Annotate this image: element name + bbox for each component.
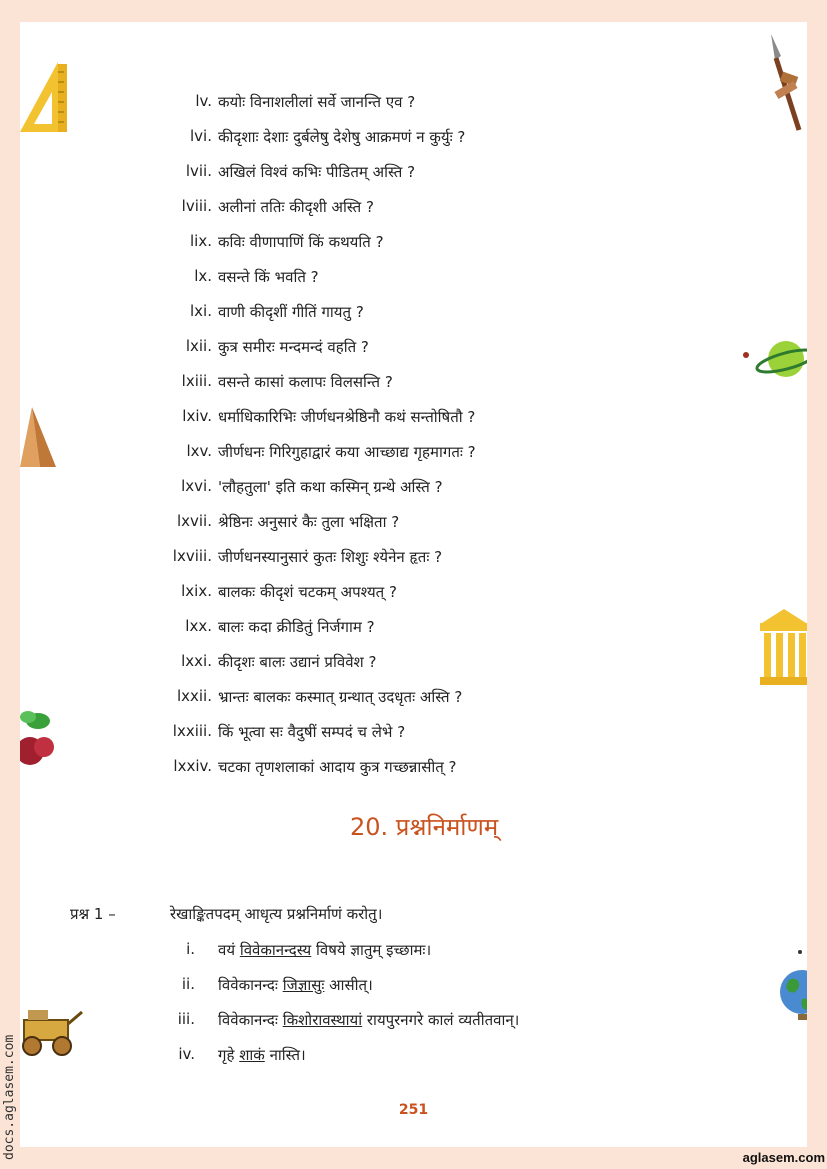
list-item — [20, 512, 807, 542]
list-item — [20, 407, 807, 437]
question-text: भ्रान्तः बालकः कस्मात् ग्रन्थात् उदधृतः अस्ति ? — [218, 688, 463, 706]
question-number: lxii. — [185, 337, 212, 355]
list-item — [20, 197, 807, 227]
question-number: lxviii. — [172, 547, 212, 565]
question-number: lxix. — [181, 582, 212, 600]
item-text-after: आसीत्। — [324, 976, 373, 994]
underlined-word: विवेकानन्दस्य — [239, 941, 312, 959]
list-item — [20, 940, 807, 970]
list-item — [20, 975, 807, 1005]
question-text: किं भूत्वा सः वैदुषीं सम्पदं च लेभे ? — [218, 723, 406, 741]
question-number: lxvi. — [181, 477, 212, 495]
question-number: lxxiii. — [172, 722, 212, 740]
item-text — [218, 940, 431, 960]
underlined-word: शाकं — [239, 1046, 265, 1064]
question-text: कविः वीणापाणिं किं कथयति ? — [218, 233, 384, 251]
question-text: जीर्णधनः गिरिगुहाद्वारं कया आच्छाद्य गृहमागतः ? — [218, 443, 476, 461]
question-text: कीदृशाः देशाः दुर्बलेषु देशेषु आक्रमणं न कुर्युः ? — [218, 128, 466, 146]
item-number: ii. — [181, 975, 195, 993]
item-text-after: विषये ज्ञातुम् इच्छामः। — [311, 941, 432, 959]
item-number: iv. — [178, 1045, 195, 1063]
item-text-after: नास्ति। — [264, 1046, 306, 1064]
question-text: कुत्र समीरः मन्दमन्दं वहति ? — [218, 338, 369, 356]
list-item — [20, 92, 807, 122]
question-number: lxx. — [185, 617, 212, 635]
list-item — [20, 267, 807, 297]
question-text: जीर्णधनस्यानुसारं कुतः शिशुः श्येनेन हृतः ? — [218, 548, 443, 566]
question-number: lv. — [195, 92, 212, 110]
item-text — [218, 1010, 519, 1030]
question-text: चटका तृणशलाकां आदाय कुत्र गच्छन्नासीत् ? — [218, 758, 457, 776]
watermark: docs.aglasem.com — [2, 1034, 17, 1160]
question-text: श्रेष्ठिनः अनुसारं कैः तुला भक्षिता ? — [218, 513, 400, 531]
question-text: अखिलं विश्वं कभिः पीडितम् अस्ति ? — [218, 163, 416, 181]
item-text-before: विवेकानन्दः — [218, 1011, 283, 1029]
list-item — [20, 652, 807, 682]
question-instruction: रेखाङ्कितपदम् आधृत्य प्रश्ननिर्माणं करोतु। — [170, 905, 383, 923]
list-item — [20, 162, 807, 192]
list-item — [20, 442, 807, 472]
list-item — [20, 582, 807, 612]
list-item — [20, 687, 807, 717]
question-number: lxxii. — [176, 687, 212, 705]
list-item — [20, 1045, 807, 1075]
question-number: lxxi. — [181, 652, 212, 670]
item-text — [218, 1045, 306, 1065]
question-number: lx. — [194, 267, 212, 285]
footer-site-link[interactable]: aglasem.com — [742, 1150, 825, 1165]
question-text: वाणी कीदृशीं गीतिं गायतु ? — [218, 303, 364, 321]
question-text: धर्माधिकारिभिः जीर्णधनश्रेष्ठिनौ कथं सन्तोषितौ ? — [218, 408, 476, 426]
list-item — [20, 337, 807, 367]
question-label: प्रश्न 1 – — [70, 905, 116, 923]
item-text-before: वयं — [218, 941, 240, 959]
underlined-word: जिज्ञासुः — [282, 976, 325, 994]
list-item — [20, 617, 807, 647]
question-number: lxvii. — [176, 512, 212, 530]
question-text: वसन्ते किं भवति ? — [218, 268, 319, 286]
page-number: 251 — [398, 1102, 429, 1118]
list-item — [20, 372, 807, 402]
question-number: lvi. — [190, 127, 212, 145]
list-item — [20, 757, 807, 787]
question-text: अलीनां ततिः कीदृशी अस्ति ? — [218, 198, 374, 216]
question-number: lxv. — [186, 442, 212, 460]
question-number: lvii. — [185, 162, 212, 180]
item-number: i. — [186, 940, 195, 958]
list-item — [20, 477, 807, 507]
question-number: lxi. — [190, 302, 212, 320]
list-item — [20, 722, 807, 752]
question-text: बालः कदा क्रीडितुं निर्जगाम ? — [218, 618, 375, 636]
list-item — [20, 302, 807, 332]
item-text-before: विवेकानन्दः — [218, 976, 283, 994]
list-item — [20, 127, 807, 157]
question-text: वसन्ते कासां कलापः विलसन्ति ? — [218, 373, 393, 391]
section-title: 20. प्रश्ननिर्माणम् — [350, 813, 499, 841]
question-text: 'लौहतुला' इति कथा कस्मिन् ग्रन्थे अस्ति ? — [218, 478, 443, 496]
question-number: lxiv. — [182, 407, 212, 425]
item-text-after: रायपुरनगरे कालं व्यतीतवान्। — [362, 1011, 520, 1029]
question-number: lix. — [190, 232, 212, 250]
list-item — [20, 1010, 807, 1040]
question-text: कीदृशः बालः उद्यानं प्रविवेश ? — [218, 653, 377, 671]
item-number: iii. — [177, 1010, 195, 1028]
question-number: lviii. — [181, 197, 212, 215]
list-item — [20, 232, 807, 262]
question-text: बालकः कीदृशं चटकम् अपश्यत् ? — [218, 583, 397, 601]
question-text: कयोः विनाशलीलां सर्वे जानन्ति एव ? — [218, 93, 416, 111]
item-text — [218, 975, 373, 995]
list-item — [20, 547, 807, 577]
question-number: lxxiv. — [173, 757, 212, 775]
question-number: lxiii. — [181, 372, 212, 390]
document-page — [20, 22, 807, 1147]
underlined-word: किशोरावस्थायां — [282, 1011, 363, 1029]
item-text-before: गृहे — [218, 1046, 240, 1064]
